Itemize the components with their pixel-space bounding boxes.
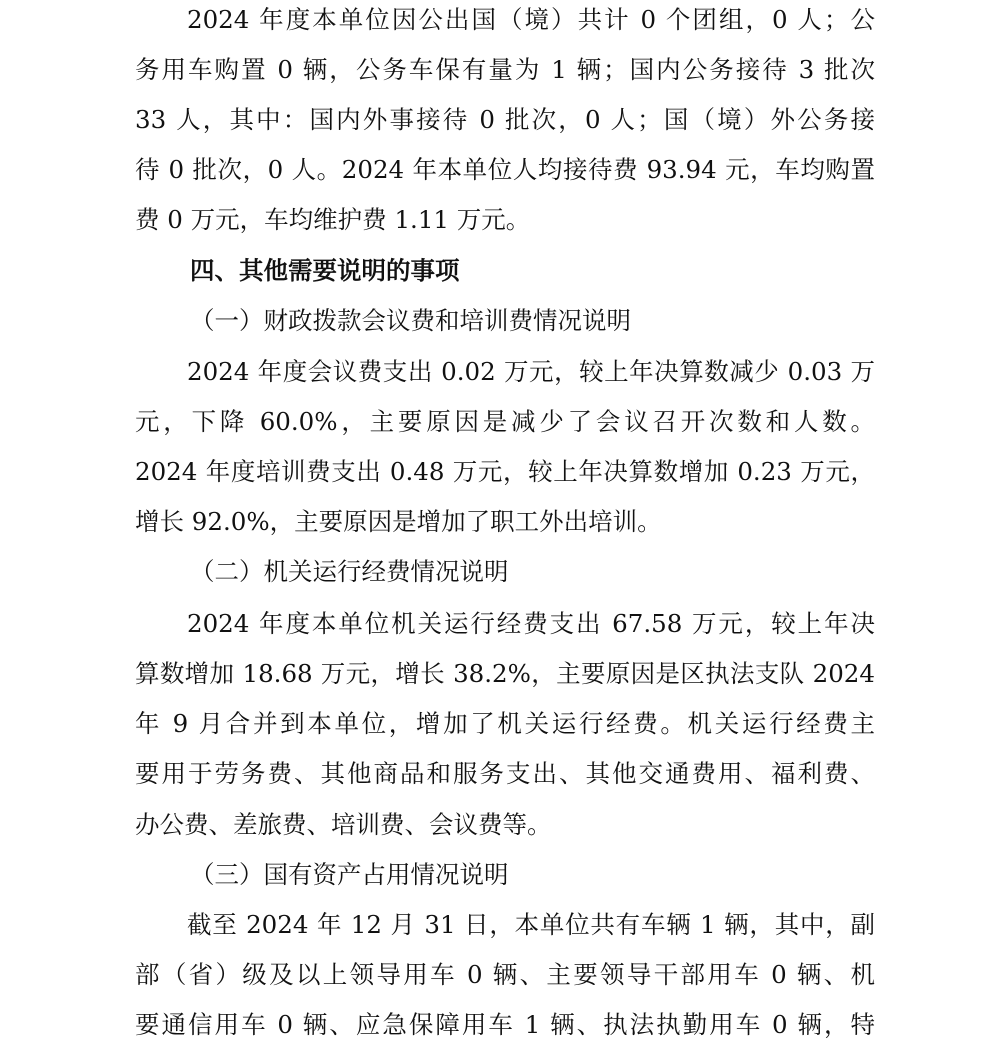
- paragraph-line: 33 人，其中：国内外事接待 0 批次，0 人；国（境）外公务接: [135, 105, 875, 134]
- paragraph-line: 增长 92.0%，主要原因是增加了职工外出培训。: [135, 507, 662, 536]
- paragraph-line: 2024 年度本单位因公出国（境）共计 0 个团组，0 人；公: [187, 5, 875, 34]
- paragraph-line: 部（省）级及以上领导用车 0 辆、主要领导干部用车 0 辆、机: [135, 960, 875, 989]
- paragraph-line: 要通信用车 0 辆、应急保障用车 1 辆、执法执勤用车 0 辆，特: [135, 1010, 875, 1039]
- subsection-heading: （一）财政拨款会议费和培训费情况说明: [190, 306, 631, 335]
- paragraph-line: 费 0 万元，车均维护费 1.11 万元。: [135, 205, 531, 234]
- paragraph-line: 务用车购置 0 辆，公务车保有量为 1 辆；国内公务接待 3 批次: [135, 55, 875, 84]
- section-heading: 四、其他需要说明的事项: [190, 256, 460, 285]
- paragraph-line: 办公费、差旅费、培训费、会议费等。: [135, 810, 552, 839]
- paragraph-line: 算数增加 18.68 万元，增长 38.2%，主要原因是区执法支队 2024: [135, 659, 875, 688]
- paragraph-line: 2024 年度会议费支出 0.02 万元，较上年决算数减少 0.03 万: [187, 357, 875, 386]
- subsection-heading: （二）机关运行经费情况说明: [190, 557, 509, 586]
- paragraph-line: 年 9 月合并到本单位，增加了机关运行经费。机关运行经费主: [135, 709, 875, 738]
- paragraph-line: 2024 年度本单位机关运行经费支出 67.58 万元，较上年决: [187, 609, 875, 638]
- paragraph-line: 截至 2024 年 12 月 31 日，本单位共有车辆 1 辆，其中，副: [187, 910, 875, 939]
- paragraph-line: 2024 年度培训费支出 0.48 万元，较上年决算数增加 0.23 万元，: [135, 457, 875, 486]
- paragraph-line: 待 0 批次，0 人。2024 年本单位人均接待费 93.94 元，车均购置: [135, 155, 875, 184]
- paragraph-line: 要用于劳务费、其他商品和服务支出、其他交通费用、福利费、: [135, 759, 875, 788]
- subsection-heading: （三）国有资产占用情况说明: [190, 860, 509, 889]
- paragraph-line: 元，下降 60.0%，主要原因是减少了会议召开次数和人数。: [135, 407, 875, 436]
